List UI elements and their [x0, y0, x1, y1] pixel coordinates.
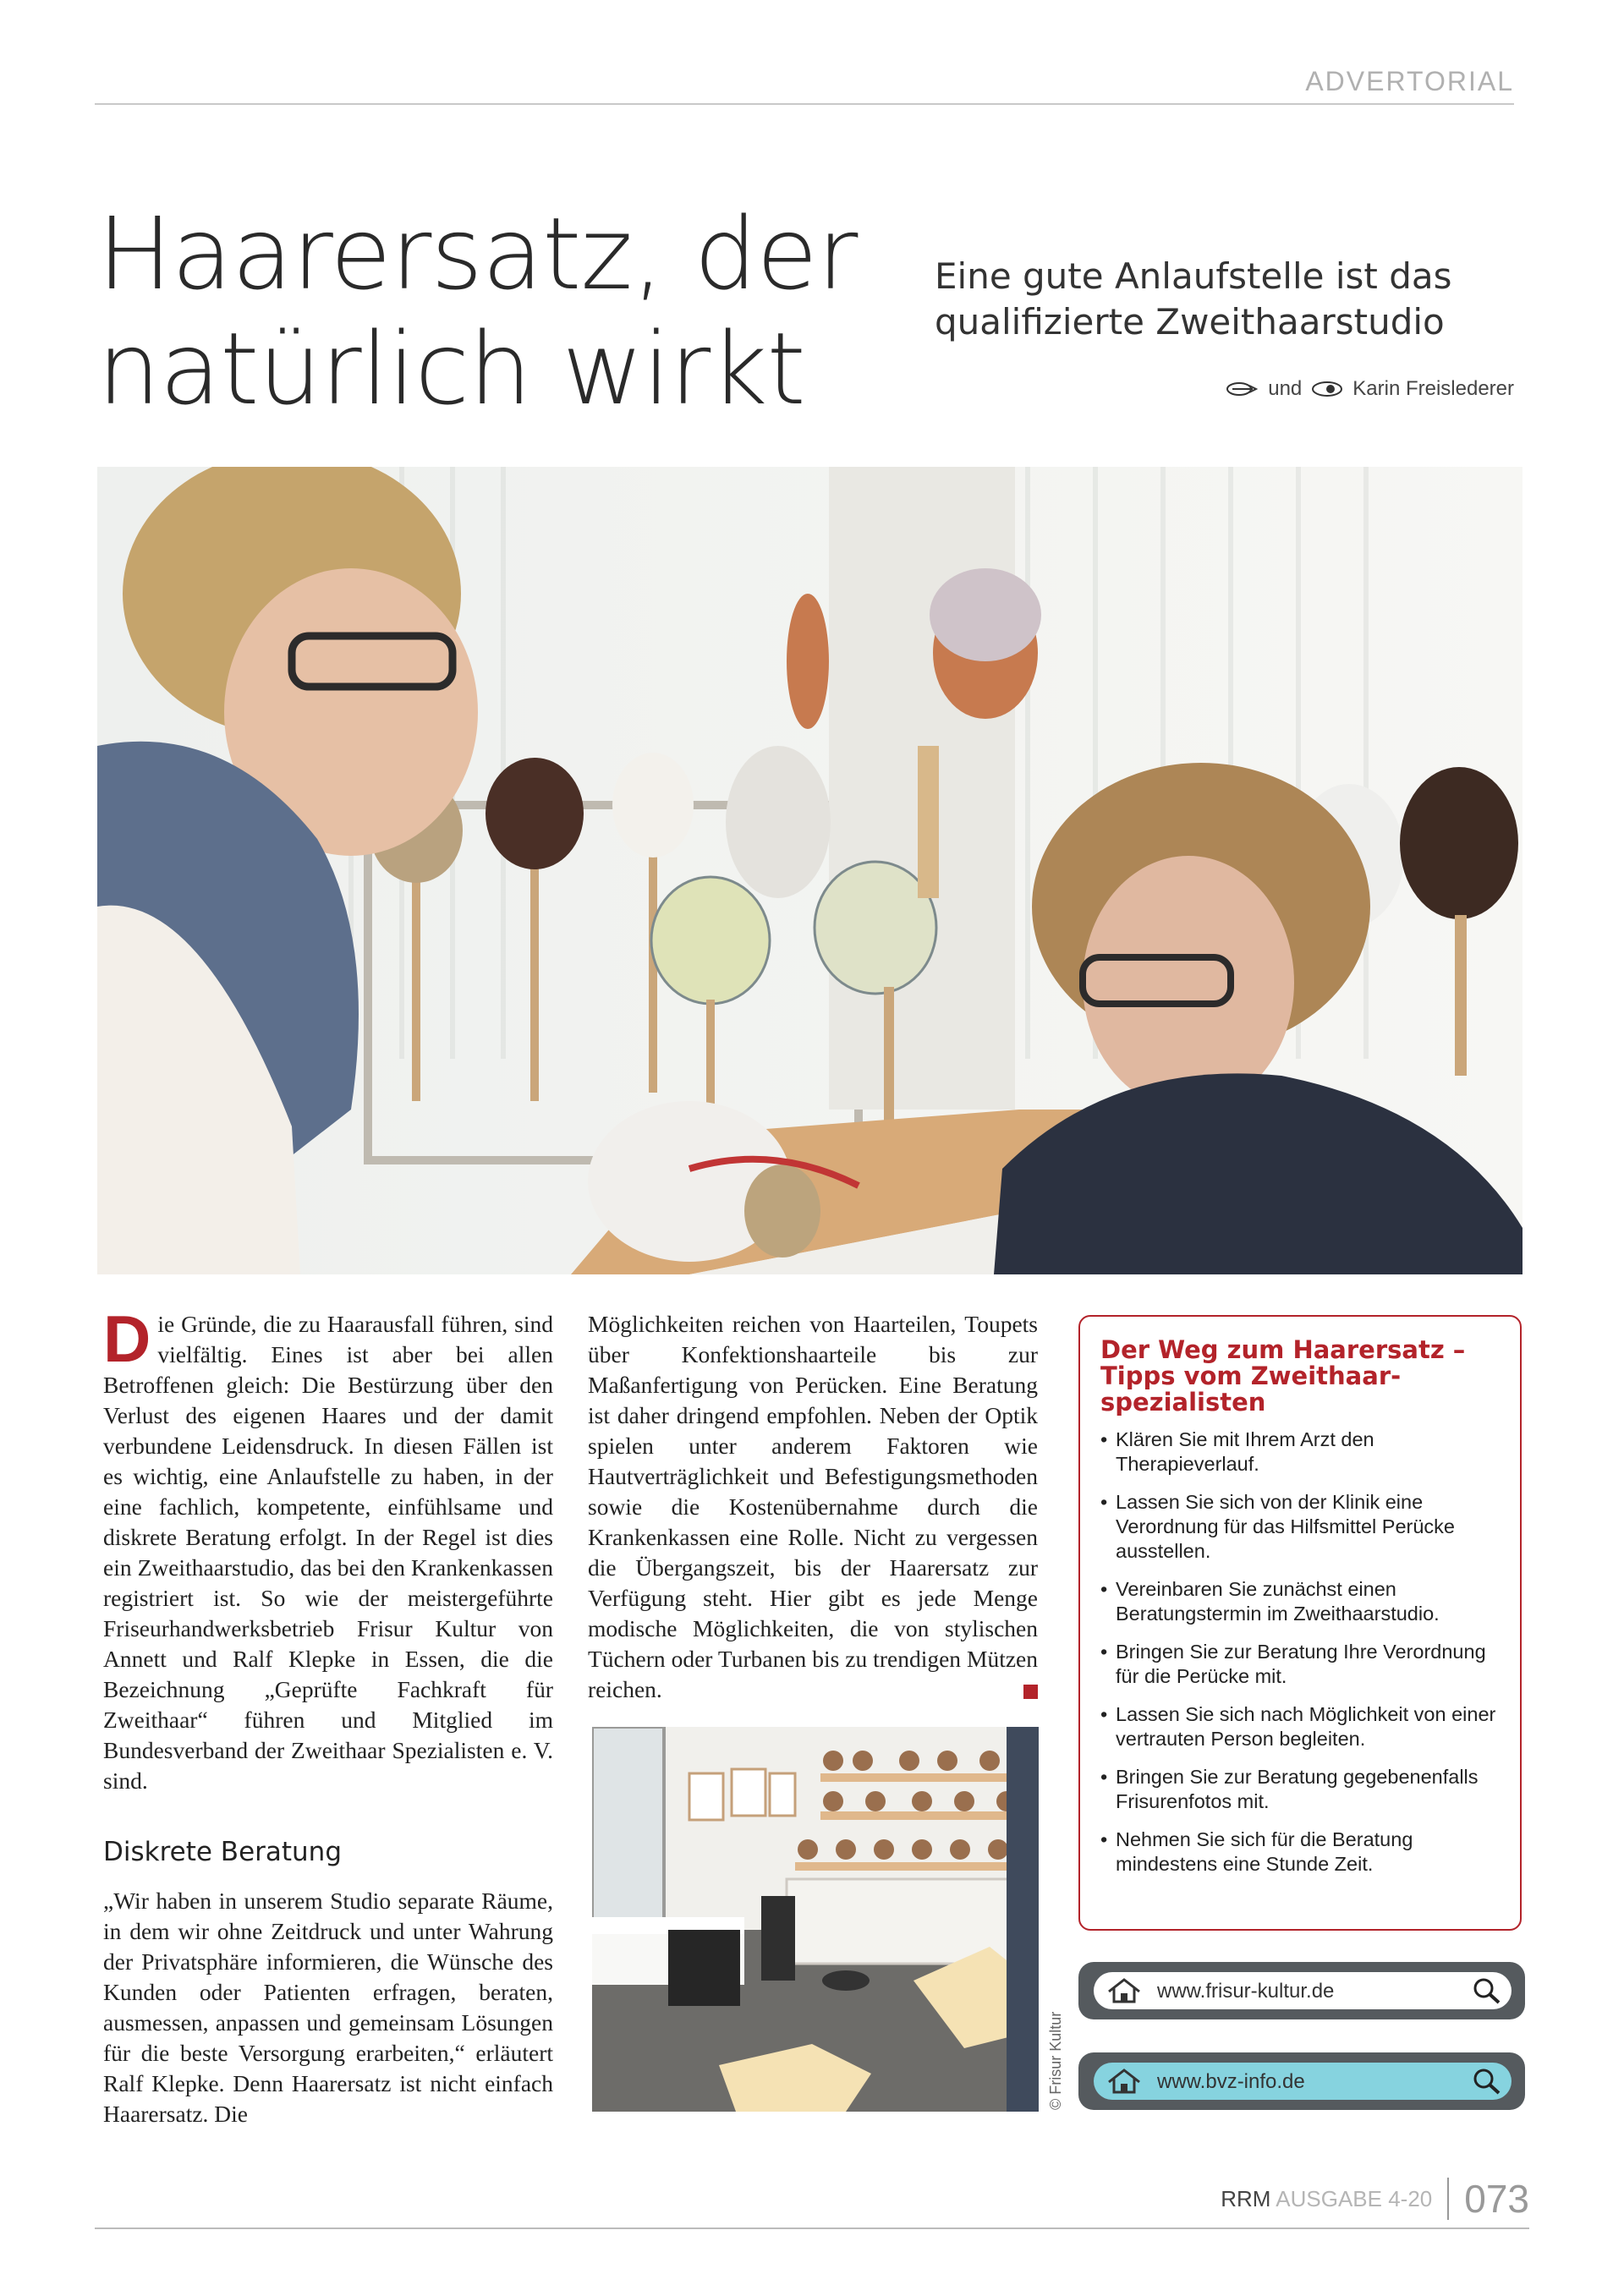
byline-author: Karin Freislederer	[1352, 377, 1514, 400]
studio-photo-illustration	[592, 1727, 1039, 2112]
tips-title-line-1: Der Weg zum Haarersatz –	[1100, 1335, 1466, 1364]
tips-box	[1078, 1315, 1522, 1931]
tip-item: • Vereinbaren Sie zunächst einen Beratungstermin im Zweithaarstudio.	[1100, 1577, 1501, 1626]
url-field[interactable]	[1094, 1972, 1512, 2009]
tip-item: • Bringen Sie zur Beratung Ihre Verordnung für die Perücke mit.	[1100, 1640, 1501, 1689]
tips-list	[1100, 1427, 1501, 1877]
tip-item: • Lassen Sie sich von der Klinik eine Verordnung für das Hilfsmittel Perücke ausstellen.	[1100, 1490, 1501, 1564]
pen-icon	[1226, 381, 1259, 397]
tip-item: • Bringen Sie zur Beratung gegebenenfalls Frisurenfotos mit.	[1100, 1765, 1501, 1814]
footer-divider	[1447, 2178, 1449, 2220]
page-number: 073	[1464, 2177, 1529, 2221]
paragraph-moeglichkeiten	[588, 1309, 1038, 1705]
byline-and: und	[1268, 377, 1303, 400]
url-field[interactable]	[1094, 2063, 1512, 2100]
studio-photo	[592, 1727, 1039, 2112]
tips-title	[1100, 1337, 1501, 1416]
subtitle-line-1: Eine gute Anlaufstelle ist das	[935, 255, 1452, 297]
url-text[interactable]: www.frisur-kultur.de	[1157, 1980, 1335, 2003]
photo-credit: © Frisur Kultur	[1047, 2011, 1064, 2110]
article-column-1	[103, 1301, 553, 2129]
header-divider	[95, 103, 1514, 105]
camera-lens-icon	[1310, 381, 1344, 397]
tip-item: • Nehmen Sie sich für die Beratung mindestens eine Stunde Zeit.	[1100, 1827, 1501, 1877]
hero-photo-illustration	[97, 467, 1522, 1274]
byline	[1226, 377, 1514, 401]
subtitle	[935, 254, 1510, 345]
search-icon[interactable]	[1471, 2067, 1503, 2096]
subtitle-line-2: qualifizierte Zweithaarstudio	[935, 301, 1445, 342]
headline	[97, 196, 884, 426]
footer-issue	[1221, 2186, 1432, 2212]
tip-item: • Klären Sie mit Ihrem Arzt den Therapieverlauf.	[1100, 1427, 1501, 1477]
footer-rule	[95, 2228, 1529, 2229]
tips-title-line-3: spezialisten	[1100, 1388, 1266, 1417]
paragraph-intro	[103, 1301, 553, 1796]
url-bar-frisur-kultur[interactable]	[1078, 1962, 1525, 2019]
home-icon[interactable]	[1104, 2067, 1144, 2096]
headline-line-1: Haarersatz, der	[97, 195, 858, 312]
page-footer	[1221, 2176, 1529, 2222]
paragraph-intro-text: ie Gründe, die zu Haarausfall führen, sind vielfältig. Eines ist aber bei allen Betroffenen gleich: Die Bestürzung über den Verlust des eigenen Haares und der damit verbundene Leidensdruck. In diesen Fällen ist es wichtig, eine Anlaufstelle zu haben, in der eine fachlich, kompetente, einfühlsame und diskrete Beratung erfolgt. In der Regel ist dies ein Zweithaarstudio, das bei den Krankenkassen registriert ist. So wie der meistergeführte Friseurhandwerksbetrieb Frisur Kultur von Annett und Ralf Klepke in Essen, die die Bezeichnung „Geprüfte Fachkraft für Zweithaar“ führen und Mitglied im Bundesverband der Zweithaar Spezialisten e. V. sind.	[103, 1311, 553, 1794]
headline-line-2: natürlich wirkt	[97, 310, 805, 427]
paragraph-beratung: „Wir haben in unserem Studio separate Räume, in dem wir ohne Zeitdruck und unter Wahrung der Privatsphäre informieren, die Wünsche des Kunden oder Patienten erfragen, beraten, ausmessen, anpassen und gemeinsam Lösungen für die beste Versorgung erarbeiten,“ erläutert Ralf Klepke. Denn Haarersatz ist nicht einfach Haarersatz. Die	[103, 1888, 553, 2127]
home-icon[interactable]	[1104, 1976, 1144, 2005]
url-text[interactable]: www.bvz-info.de	[1157, 2070, 1305, 2093]
hero-photo	[97, 467, 1522, 1274]
tip-item: • Lassen Sie sich nach Möglichkeit von einer vertrauten Person begleiten.	[1100, 1702, 1501, 1751]
subheading: Diskrete Beratung	[103, 1837, 343, 1867]
end-of-article-mark	[1023, 1685, 1038, 1699]
tips-title-line-2: Tipps vom Zweithaar-	[1100, 1362, 1402, 1390]
drop-cap: D	[103, 1301, 151, 1376]
footer-magazine: RRM	[1221, 2185, 1271, 2211]
section-label: ADVERTORIAL	[1305, 66, 1514, 96]
url-bar-bvz-info[interactable]	[1078, 2052, 1525, 2110]
article-column-2	[588, 1309, 1038, 1705]
footer-issue-number: AUSGABE 4-20	[1276, 2185, 1433, 2211]
search-icon[interactable]	[1471, 1976, 1503, 2005]
paragraph-moeglichkeiten-text: Möglichkeiten reichen von Haarteilen, Toupets über Konfektionshaarteile bis zur Maßanfertigung von Perücken. Eine Beratung ist daher dringend empfohlen. Neben der Optik spielen unter anderem Faktoren wie Hautverträglichkeit und Befestigungsmethoden sowie die Kostenübernahme durch die Krankenkassen eine Rolle. Nicht zu vergessen die Übergangszeit, bis der Haarersatz zur Verfügung steht. Hier gibt es jede Menge modische Möglichkeiten, die von stylischen Tüchern oder Turbanen bis zu trendigen Mützen reichen.	[588, 1311, 1038, 1702]
